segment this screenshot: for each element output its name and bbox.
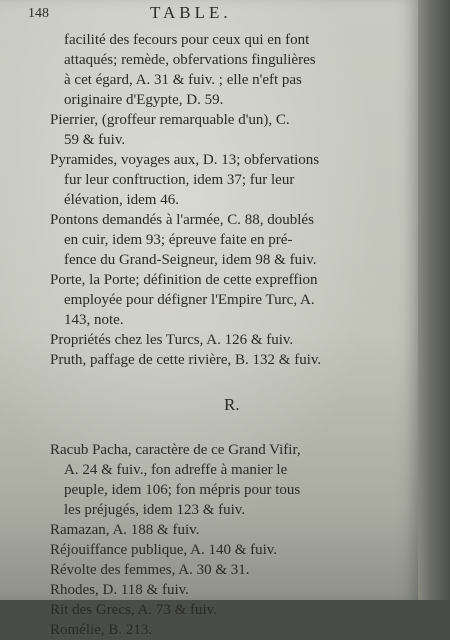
- entry-line: fence du Grand-Seigneur, idem 98 & fuiv.: [64, 252, 317, 268]
- index-entry: [0, 600, 420, 620]
- entry-line: fur leur conftruction, idem 37; fur leur: [64, 172, 295, 188]
- page-number: 148: [28, 6, 49, 21]
- index-entry: [0, 350, 420, 370]
- entry-line: 143, note.: [64, 312, 124, 328]
- entry-line: à cet égard, A. 31 & fuiv. ; elle n'eft pas: [64, 72, 302, 88]
- entry-line: Propriétés chez les Turcs, A. 126 & fuiv.: [50, 332, 294, 348]
- entry-line: Ramazan, A. 188 & fuiv.: [50, 522, 200, 538]
- entry-line: originaire d'Egypte, D. 59.: [64, 92, 224, 108]
- index-entry: [0, 330, 420, 350]
- entry-line: Pyramides, voyages aux, D. 13; obfervations: [50, 152, 320, 168]
- index-entry: [0, 560, 420, 580]
- index-entry: [0, 150, 420, 210]
- entry-line: Racub Pacha, caractère de ce Grand Vifir,: [50, 442, 301, 458]
- index-entries: [0, 30, 420, 640]
- page-gutter: [418, 0, 450, 600]
- entry-line: Rit des Grecs, A. 73 & fuiv.: [50, 602, 217, 618]
- entry-line: Pontons demandés à l'armée, C. 88, doublés: [50, 212, 314, 228]
- index-entry: [0, 210, 420, 270]
- entry-line: A. 24 & fuiv., fon adreffe à manier le: [64, 462, 288, 478]
- entry-line: employée pour défigner l'Empire Turc, A.: [64, 292, 315, 308]
- entry-line: Pierrier, (groffeur remarquable d'un), C.: [50, 112, 290, 128]
- entry-line: 59 & fuiv.: [64, 132, 126, 148]
- index-entry: [0, 270, 420, 330]
- r-section-entries: [0, 440, 420, 640]
- p-section-entries: [0, 30, 420, 370]
- entry-line: facilité des fecours pour ceux qui en font: [64, 32, 310, 48]
- entry-line: attaqués; remède, obfervations fingulières: [64, 52, 316, 68]
- index-entry: [0, 110, 420, 150]
- index-entry: [0, 30, 420, 110]
- entry-line: Romélie, B. 213.: [50, 622, 153, 638]
- entry-line: peuple, idem 106; fon mépris pour tous: [64, 482, 301, 498]
- entry-line: Réjouiffance publique, A. 140 & fuiv.: [50, 542, 278, 558]
- entry-line: Porte, la Porte; définition de cette expreffion: [50, 272, 318, 288]
- entry-line: Rhodes, D. 118 & fuiv.: [50, 582, 189, 598]
- index-entry: [0, 520, 420, 540]
- entry-line: Révolte des femmes, A. 30 & 31.: [50, 562, 250, 578]
- index-entry: [0, 580, 420, 600]
- section-heading-r: R.: [224, 395, 240, 414]
- entry-line: Pruth, paffage de cette rivière, B. 132 & fuiv.: [50, 352, 322, 368]
- page-title: TABLE.: [150, 3, 232, 22]
- entry-line: en cuir, idem 93; épreuve faite en pré-: [64, 232, 293, 248]
- entry-line: élévation, idem 46.: [64, 192, 179, 208]
- index-entry: [0, 440, 420, 520]
- index-entry: [0, 620, 420, 640]
- page-header: [0, 2, 400, 24]
- index-entry: [0, 540, 420, 560]
- entry-line: les préjugés, idem 123 & fuiv.: [64, 502, 246, 518]
